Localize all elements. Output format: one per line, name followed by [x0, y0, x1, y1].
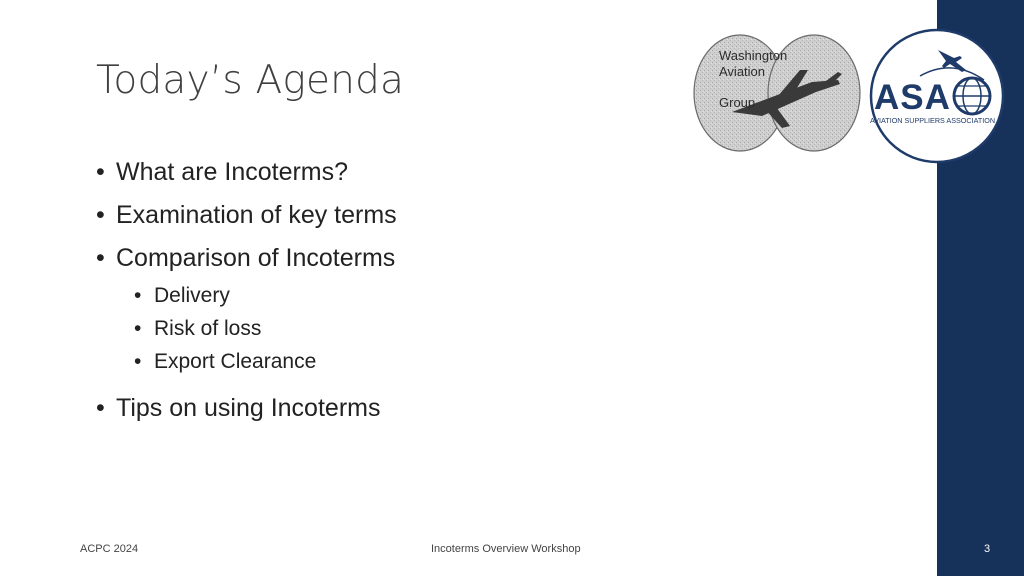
list-item-text: Comparison of Incoterms	[116, 244, 396, 272]
wag-logo-group: Group	[719, 95, 756, 110]
slide-title: Today’s Agenda	[96, 58, 405, 103]
list-item	[96, 152, 696, 195]
bullet-icon: •	[134, 284, 142, 307]
bullet-icon: •	[96, 201, 105, 229]
bullet-icon: •	[96, 394, 105, 422]
list-item-text: Examination of key terms	[116, 201, 397, 229]
sub-list-item	[134, 314, 696, 347]
sub-list-item	[134, 281, 696, 314]
asa-subtitle: AVIATION SUPPLIERS ASSOCIATION	[870, 116, 996, 125]
list-item-text: Delivery	[154, 284, 230, 307]
bullet-icon: •	[96, 158, 105, 186]
footer-left: ACPC 2024	[80, 543, 139, 555]
agenda-list	[96, 152, 696, 431]
list-item-text: What are Incoterms?	[116, 158, 349, 186]
list-item	[96, 238, 696, 281]
bullet-icon: •	[134, 350, 142, 373]
list-item	[96, 388, 696, 431]
asa-letters: ASA	[874, 78, 951, 117]
footer-center: Incoterms Overview Workshop	[431, 543, 581, 555]
list-item-text: Export Clearance	[154, 350, 317, 373]
bullet-icon: •	[134, 317, 142, 340]
sub-list-item	[134, 347, 696, 380]
list-item	[96, 195, 696, 238]
list-item-text: Risk of loss	[154, 317, 262, 340]
wag-logo-text: Washington Aviation	[719, 48, 788, 79]
bullet-icon: •	[96, 244, 105, 272]
list-item-text: Tips on using Incoterms	[116, 394, 381, 422]
page-number: 3	[984, 543, 991, 555]
globe-icon	[954, 78, 990, 114]
